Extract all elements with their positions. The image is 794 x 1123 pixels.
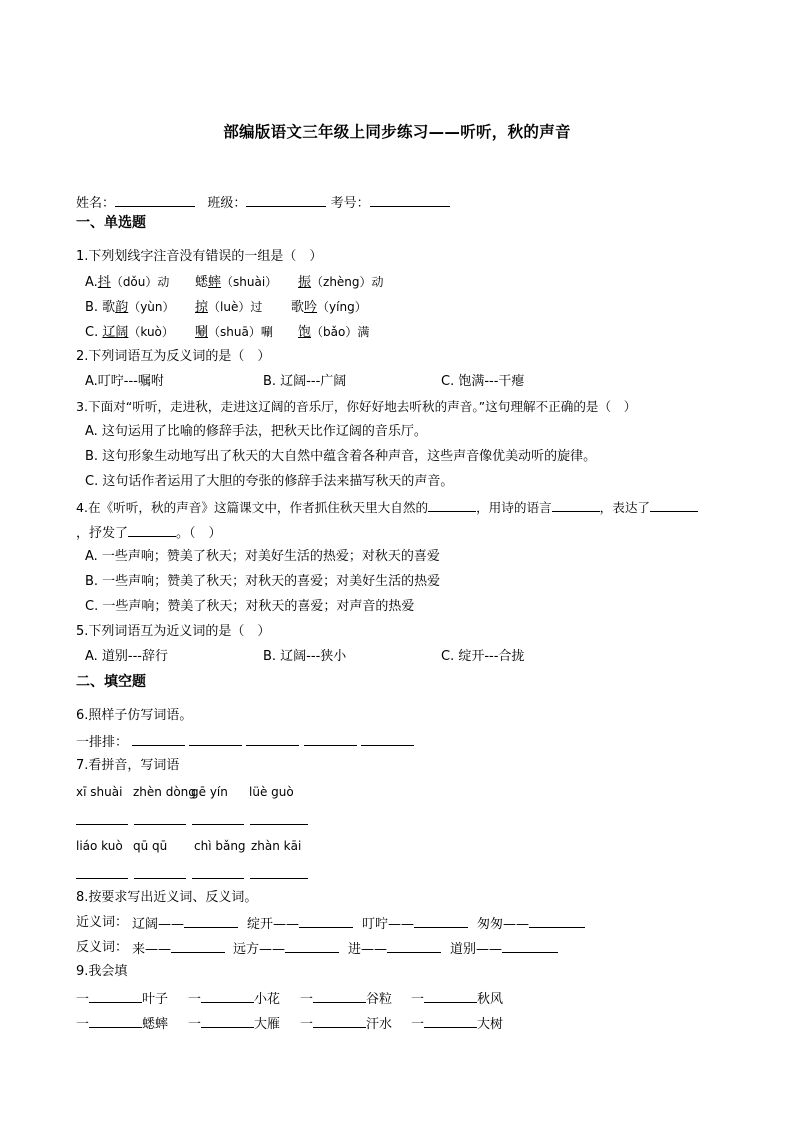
q5-option-c[interactable]: C. 绽开---合拢 bbox=[441, 649, 525, 664]
q4-blank-1[interactable] bbox=[428, 499, 476, 512]
q6-blank-4[interactable] bbox=[304, 733, 357, 746]
page-title: 部编版语文三年级上同步练习——听听，秋的声音 bbox=[223, 123, 571, 141]
q7-blank-5[interactable] bbox=[76, 866, 128, 879]
section-heading-choice: 一、单选题 bbox=[76, 215, 146, 231]
q8-stem: 8.按要求写出近义词、反义词。 bbox=[76, 890, 258, 905]
q6-blank-3[interactable] bbox=[246, 733, 299, 746]
q9-row1-item1: 一 叶子 bbox=[76, 992, 169, 1007]
name-blank[interactable] bbox=[115, 194, 195, 207]
q8-near-item-1: 辽阔—— bbox=[132, 915, 238, 933]
q2-option-a[interactable]: A.叮咛---嘱咐 bbox=[85, 374, 164, 389]
q7-pinyin-5: liáo kuò bbox=[76, 839, 123, 853]
q1-option-a[interactable]: A.抖（dǒu）动 蟋蟀（shuài） 振（zhèng）动 bbox=[85, 275, 384, 290]
student-info-line bbox=[76, 194, 450, 212]
q6-answer-line bbox=[76, 733, 414, 751]
q7-pinyin-7: chì bǎng bbox=[194, 839, 246, 853]
q2-option-b[interactable]: B. 辽阔---广阔 bbox=[263, 374, 347, 389]
q8-anti-item-1: 来—— bbox=[132, 940, 225, 958]
q7-blank-3[interactable] bbox=[192, 812, 244, 825]
q4-option-a[interactable]: A. 一些声响；赞美了秋天；对美好生活的热爱；对秋天的喜爱 bbox=[85, 549, 440, 564]
q5-stem: 5.下列词语互为近义词的是（ ） bbox=[76, 624, 271, 639]
q8-near-item-3: 叮咛—— bbox=[362, 915, 468, 933]
class-blank[interactable] bbox=[246, 194, 326, 207]
q4-stem-line1: 4.在《听听，秋的声音》这篇课文中，作者抓住秋天里大自然的 ，用诗的语言 ，表达了 bbox=[76, 499, 698, 516]
q4-blank-3[interactable] bbox=[650, 499, 698, 512]
q7-pinyin-3: gē yín bbox=[191, 785, 228, 799]
q7-pinyin-6: qū qū bbox=[133, 839, 168, 853]
q3-option-b[interactable]: B. 这句形象生动地写出了秋天的大自然中蕴含着各种声音，这些声音像优美动听的旋律。 bbox=[85, 449, 597, 464]
q2-stem: 2.下列词语互为反义词的是（ ） bbox=[76, 349, 271, 364]
q4-blank-4[interactable] bbox=[128, 524, 176, 537]
q3-stem: 3.下面对“听听，走进秋，走进这辽阔的音乐厅，你好好地去听秋的声音。”这句理解不正确的是（ ） bbox=[76, 399, 637, 414]
q1-option-c[interactable]: C. 辽阔（kuò） 唰（shuā）唰 饱（bǎo）满 bbox=[85, 325, 370, 340]
q9-stem: 9.我会填 bbox=[76, 964, 128, 979]
q7-blank-6[interactable] bbox=[134, 866, 186, 879]
exam-label: 考号： bbox=[330, 196, 370, 211]
q8-anti-item-2: 远方—— bbox=[233, 940, 339, 958]
q7-blank-1[interactable] bbox=[76, 812, 128, 825]
q9-row2-item3: 一 汗水 bbox=[300, 1017, 393, 1032]
exam-blank[interactable] bbox=[370, 194, 450, 207]
q9-row2-item4: 一 大树 bbox=[411, 1017, 504, 1032]
section-heading-fill: 二、填空题 bbox=[76, 674, 146, 690]
q7-blank-4[interactable] bbox=[250, 812, 308, 825]
q1-option-b[interactable]: B. 歌韵（yùn） 掠（luè）过 歌吟（yíng） bbox=[85, 300, 367, 315]
q7-pinyin-2: zhèn dòng bbox=[133, 785, 196, 799]
q7-pinyin-4: lüè guò bbox=[249, 785, 294, 799]
q8-near-item-4: 匆匆—— bbox=[477, 915, 585, 933]
class-label: 班级： bbox=[207, 196, 247, 211]
q4-blank-2[interactable] bbox=[552, 499, 600, 512]
q9-row1-item3: 一 谷粒 bbox=[300, 992, 393, 1007]
q6-blank-5[interactable] bbox=[361, 733, 414, 746]
q8-anti-label: 反义词： bbox=[76, 940, 129, 955]
q6-example: 一排排： bbox=[76, 735, 129, 750]
q9-row2-item2: 一 大雁 bbox=[188, 1017, 281, 1032]
q7-stem: 7.看拼音，写词语 bbox=[76, 758, 180, 773]
q8-near-label: 近义词： bbox=[76, 915, 129, 930]
q4-option-c[interactable]: C. 一些声响；赞美了秋天；对秋天的喜爱；对声音的热爱 bbox=[85, 599, 415, 614]
q3-option-c[interactable]: C. 这句话作者运用了大胆的夸张的修辞手法来描写秋天的声音。 bbox=[85, 474, 454, 489]
q4-option-b[interactable]: B. 一些声响；赞美了秋天；对秋天的喜爱；对美好生活的热爱 bbox=[85, 574, 441, 589]
q6-stem: 6.照样子仿写词语。 bbox=[76, 708, 193, 723]
q7-blank-8[interactable] bbox=[250, 866, 308, 879]
q1-stem: 1.下列划线字注音没有错误的一组是（ ） bbox=[76, 249, 323, 264]
q9-row1-item4: 一 秋风 bbox=[411, 992, 504, 1007]
q3-option-a[interactable]: A. 这句运用了比喻的修辞手法，把秋天比作辽阔的音乐厅。 bbox=[85, 424, 427, 439]
q9-row1-item2: 一 小花 bbox=[188, 992, 281, 1007]
q8-near-item-2: 绽开—— bbox=[247, 915, 353, 933]
q8-anti-item-3: 进—— bbox=[348, 940, 441, 958]
q9-row2-item1: 一 蟋蟀 bbox=[76, 1017, 169, 1032]
q6-blank-2[interactable] bbox=[189, 733, 242, 746]
name-label: 姓名： bbox=[76, 196, 116, 211]
q2-option-c[interactable]: C. 饱满---干瘪 bbox=[441, 374, 525, 389]
q5-option-b[interactable]: B. 辽阔---狭小 bbox=[263, 649, 347, 664]
q6-blank-1[interactable] bbox=[132, 733, 185, 746]
q7-pinyin-1: xī shuài bbox=[76, 785, 123, 799]
q7-blank-2[interactable] bbox=[134, 812, 186, 825]
q7-blank-7[interactable] bbox=[192, 866, 244, 879]
q7-pinyin-8: zhàn kāi bbox=[251, 839, 302, 853]
q8-anti-item-4: 道别—— bbox=[450, 940, 558, 958]
q4-stem-line2: ，抒发了 。（ ） bbox=[76, 526, 222, 541]
q5-option-a[interactable]: A. 道别---辞行 bbox=[85, 649, 169, 664]
